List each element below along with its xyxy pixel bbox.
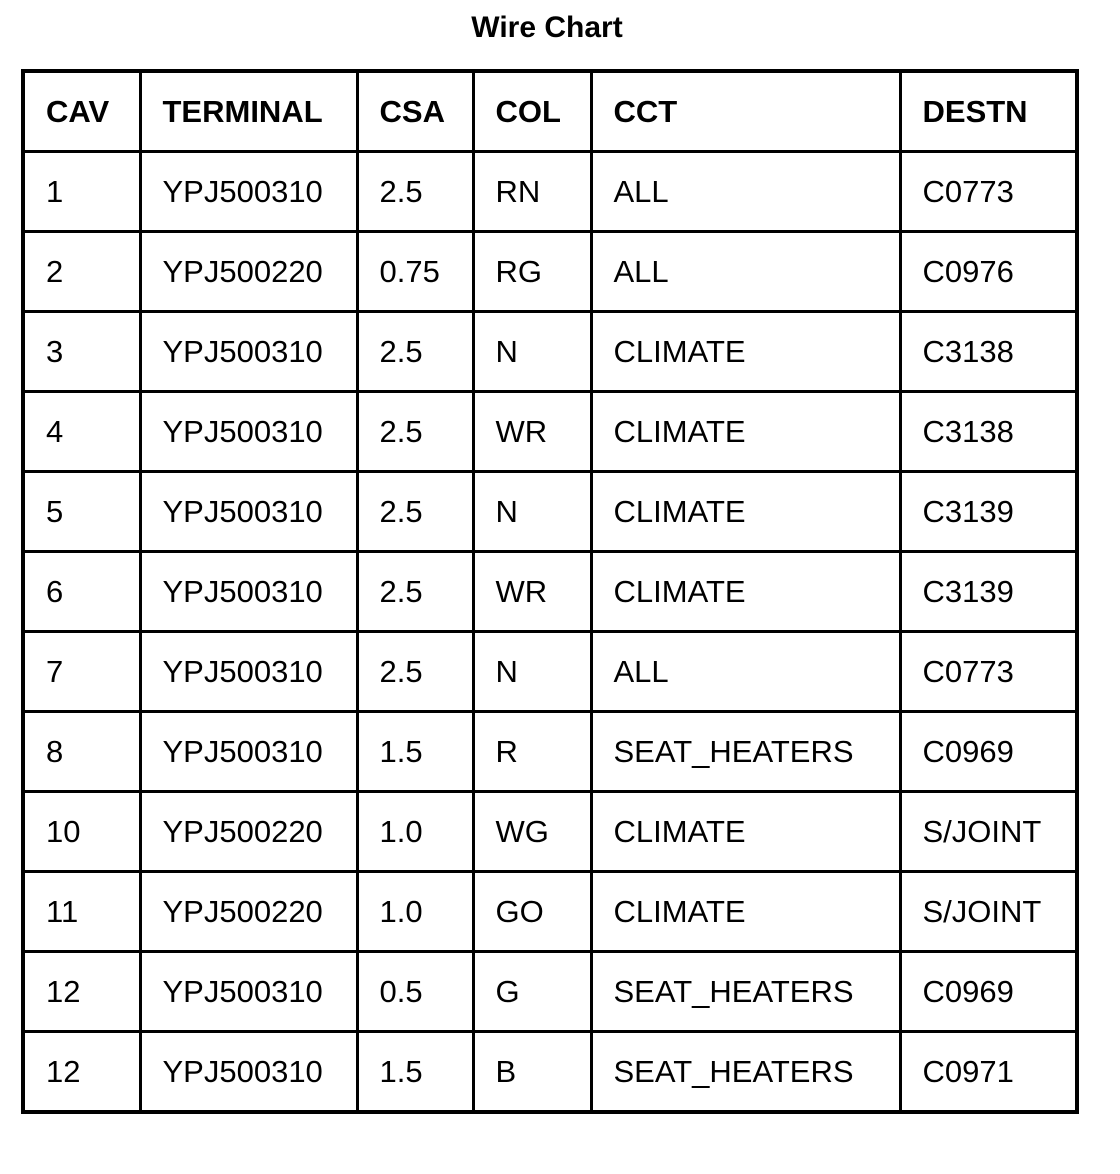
table-header-row [23,71,1077,152]
col-cell: G [473,952,591,1032]
cav-cell: 8 [23,712,140,792]
wire-chart-table [21,69,1079,1114]
header-csa: CSA [357,71,473,152]
col-cell: N [473,632,591,712]
col-cell: WR [473,392,591,472]
terminal-cell: YPJ500310 [140,632,357,712]
col-cell: WR [473,552,591,632]
cav-cell: 4 [23,392,140,472]
destn-cell: C0976 [900,232,1077,312]
cav-cell: 2 [23,232,140,312]
destn-cell: S/JOINT [900,872,1077,952]
table-row [23,792,1077,872]
cct-cell: ALL [591,232,900,312]
cav-cell: 12 [23,952,140,1032]
destn-cell: C0773 [900,152,1077,232]
table-row [23,312,1077,392]
cct-cell: ALL [591,632,900,712]
csa-cell: 2.5 [357,392,473,472]
col-cell: RG [473,232,591,312]
cav-cell: 11 [23,872,140,952]
terminal-cell: YPJ500310 [140,312,357,392]
terminal-cell: YPJ500310 [140,392,357,472]
table-row [23,152,1077,232]
cct-cell: CLIMATE [591,552,900,632]
table-row [23,232,1077,312]
csa-cell: 0.75 [357,232,473,312]
terminal-cell: YPJ500310 [140,712,357,792]
csa-cell: 1.5 [357,712,473,792]
csa-cell: 1.0 [357,792,473,872]
cct-cell: ALL [591,152,900,232]
col-cell: RN [473,152,591,232]
cct-cell: CLIMATE [591,392,900,472]
col-cell: R [473,712,591,792]
col-cell: B [473,1032,591,1113]
csa-cell: 0.5 [357,952,473,1032]
table-row [23,952,1077,1032]
terminal-cell: YPJ500310 [140,1032,357,1113]
csa-cell: 2.5 [357,472,473,552]
terminal-cell: YPJ500310 [140,952,357,1032]
cav-cell: 7 [23,632,140,712]
csa-cell: 2.5 [357,312,473,392]
destn-cell: C0969 [900,952,1077,1032]
col-cell: N [473,312,591,392]
table-row [23,392,1077,472]
terminal-cell: YPJ500310 [140,472,357,552]
table-row [23,472,1077,552]
table-row [23,632,1077,712]
destn-cell: C0969 [900,712,1077,792]
page-title: Wire Chart [471,11,623,44]
table-row [23,1032,1077,1113]
csa-cell: 2.5 [357,632,473,712]
cav-cell: 1 [23,152,140,232]
destn-cell: S/JOINT [900,792,1077,872]
cct-cell: SEAT_HEATERS [591,1032,900,1113]
col-cell: GO [473,872,591,952]
destn-cell: C3139 [900,472,1077,552]
csa-cell: 2.5 [357,552,473,632]
cav-cell: 6 [23,552,140,632]
terminal-cell: YPJ500220 [140,792,357,872]
table-row [23,872,1077,952]
destn-cell: C0773 [900,632,1077,712]
terminal-cell: YPJ500220 [140,872,357,952]
cct-cell: CLIMATE [591,792,900,872]
cav-cell: 12 [23,1032,140,1113]
destn-cell: C3139 [900,552,1077,632]
destn-cell: C3138 [900,312,1077,392]
cct-cell: CLIMATE [591,312,900,392]
table-body [23,152,1077,1113]
table-row [23,712,1077,792]
terminal-cell: YPJ500220 [140,232,357,312]
destn-cell: C0971 [900,1032,1077,1113]
cav-cell: 5 [23,472,140,552]
csa-cell: 2.5 [357,152,473,232]
cct-cell: CLIMATE [591,872,900,952]
header-terminal: TERMINAL [140,71,357,152]
terminal-cell: YPJ500310 [140,552,357,632]
cav-cell: 3 [23,312,140,392]
header-cct: CCT [591,71,900,152]
csa-cell: 1.0 [357,872,473,952]
table-row [23,552,1077,632]
col-cell: N [473,472,591,552]
header-col: COL [473,71,591,152]
cct-cell: CLIMATE [591,472,900,552]
cct-cell: SEAT_HEATERS [591,952,900,1032]
cct-cell: SEAT_HEATERS [591,712,900,792]
terminal-cell: YPJ500310 [140,152,357,232]
csa-cell: 1.5 [357,1032,473,1113]
cav-cell: 10 [23,792,140,872]
header-cav: CAV [23,71,140,152]
destn-cell: C3138 [900,392,1077,472]
col-cell: WG [473,792,591,872]
header-destn: DESTN [900,71,1077,152]
